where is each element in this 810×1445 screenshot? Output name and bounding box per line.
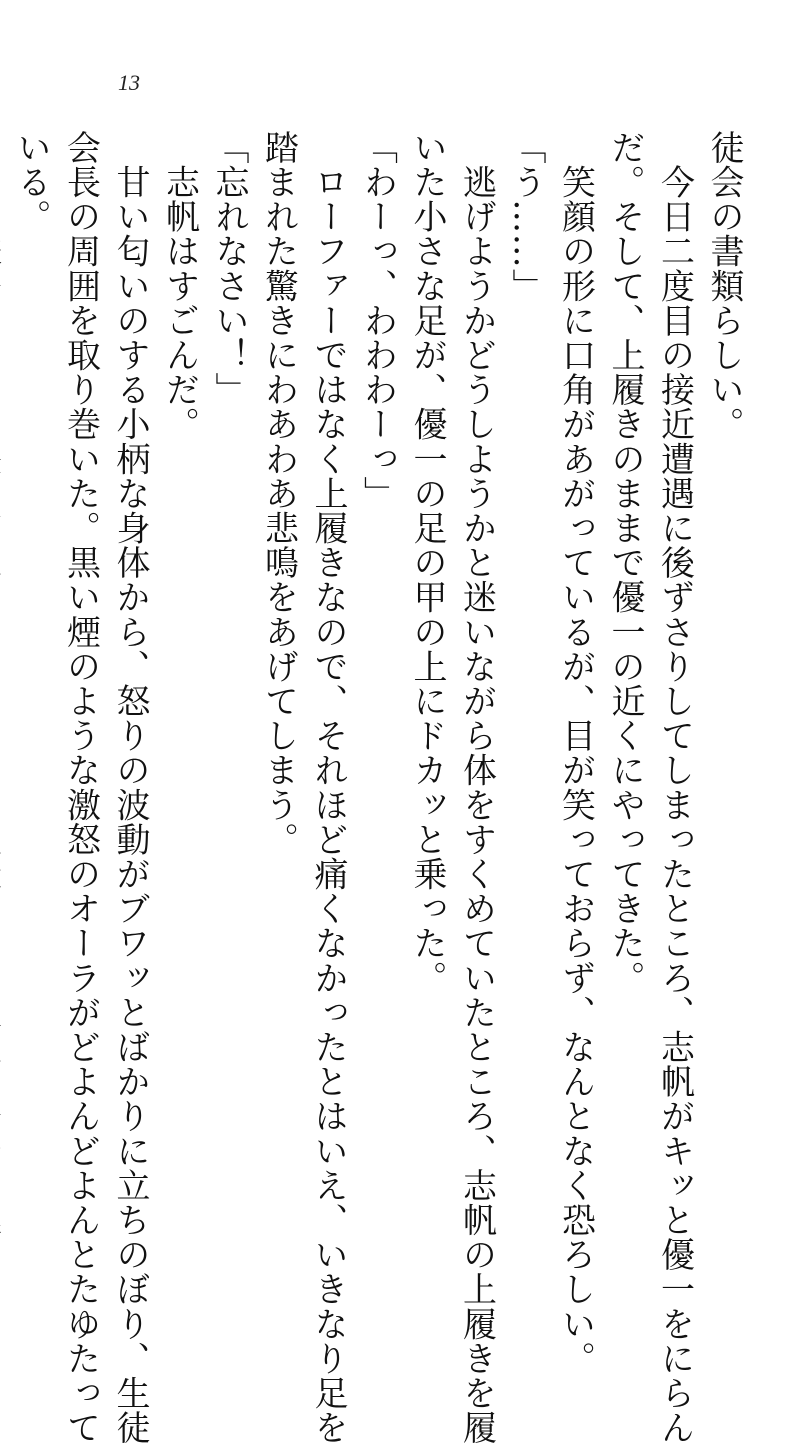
- text-line: 甘い匂いのする小柄な身体から、怒りの波動がブワッとばかりに立ちのぼり、生徒: [110, 130, 150, 1445]
- text-line: 会長の周囲を取り巻いた。黒い煙のような激怒のオーラがどよんどよんとたゆたって: [60, 130, 101, 1445]
- text-line: 「う……」: [506, 130, 546, 303]
- text-line: いた小さな足が、優一の足の甲の上にドカッと乗った。: [407, 130, 447, 995]
- text-line: 志帆はすごんだ。: [159, 130, 200, 442]
- text-line: ローファーではなく上履きなので、それほど痛くなかったとはいえ、いきなり足を: [308, 130, 348, 1445]
- body-text: [0, 130, 748, 1445]
- text-line: [0, 130, 6, 1150]
- text-line: いる。: [11, 130, 51, 234]
- text-line: 逃げようかどうしようかと迷いながら体をすくめていたところ、志帆の上履きを履: [456, 130, 497, 1445]
- text-line: 今日二度目の接近遭遇に後ずさりしてしまったところ、志帆がキッと優一をにらん: [654, 130, 695, 1445]
- text-line: 踏まれた驚きにわあわあ悲鳴をあげてしまう。: [258, 130, 299, 857]
- text-line: 「忘れなさい！」: [209, 130, 249, 407]
- text-line: 「わーっ、わわわーっ」: [357, 130, 398, 511]
- page-number: 13: [118, 70, 140, 95]
- text-line: 徒会の書類らしい。: [704, 130, 744, 442]
- text-line: だ。そして、上履きのままで優一の近くにやってきた。: [605, 130, 645, 995]
- text-line: 笑顔の形に口角があがっているが、目が笑っておらず、なんとなく恐ろしい。: [555, 130, 596, 1376]
